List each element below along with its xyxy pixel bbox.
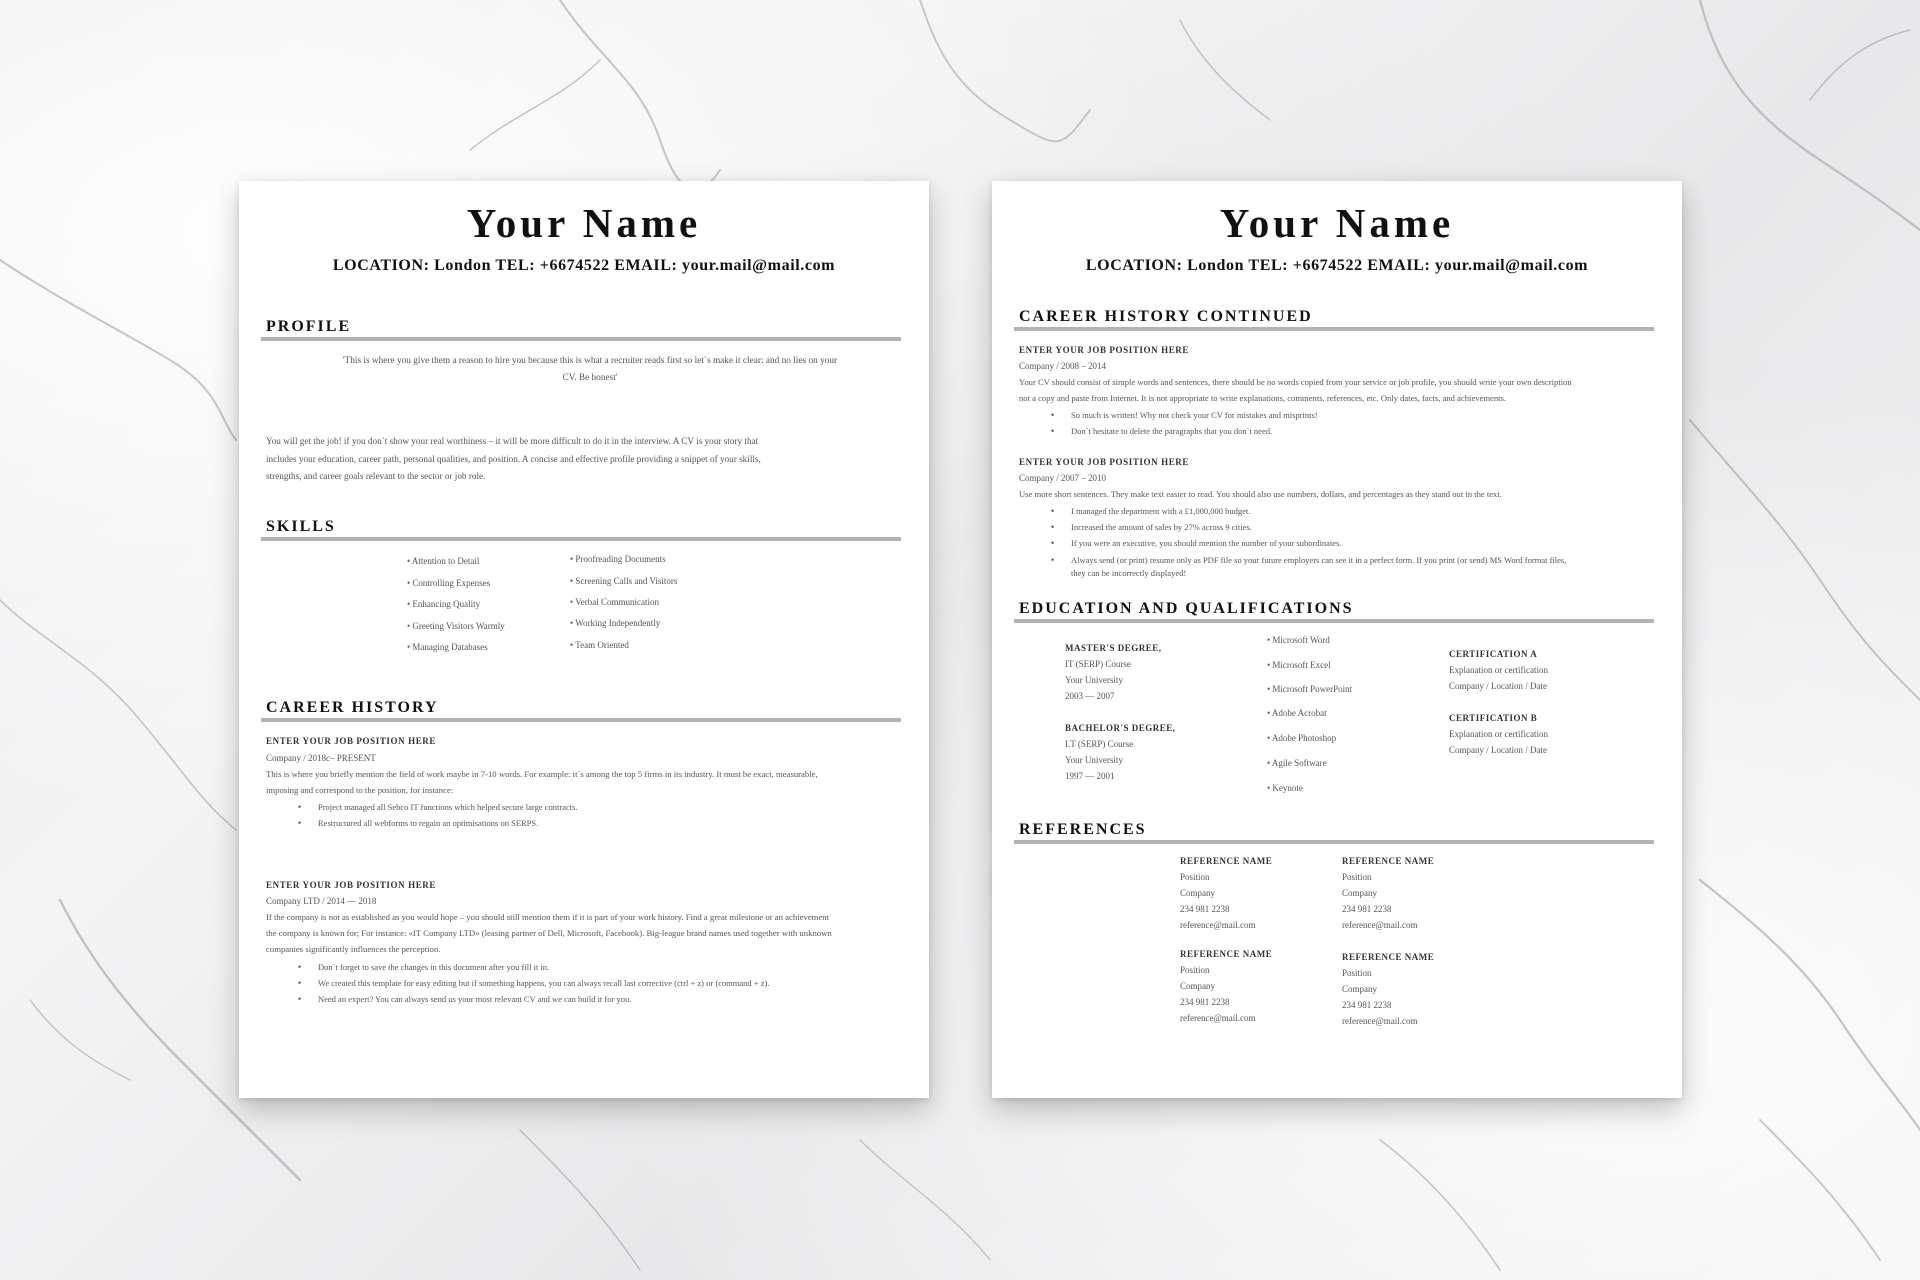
degree-years: 2003 — 2007 <box>1065 691 1115 701</box>
reference-company: Company <box>1342 984 1377 994</box>
section-rule <box>1014 619 1654 623</box>
reference-position: Position <box>1180 872 1210 882</box>
software-item: • Agile Software <box>1267 758 1327 768</box>
skill-item: • Enhancing Quality <box>407 599 481 609</box>
job-bullet: • So much is written! Why not check your CV for mistakes and misprints! <box>1071 407 1318 423</box>
job-bullet: • Restructured all webforms to regain an optimisations on SERPS. <box>318 815 578 831</box>
job-bullet-list <box>1071 407 1318 439</box>
skill-item: • Attention to Detail <box>407 556 480 566</box>
job-description-line: If the company is not as established as you would hope – you should still mention them if it is part of your work history. Find a great milestone or an achievement <box>266 912 830 922</box>
job-title: ENTER YOUR JOB POSITION HERE <box>1019 457 1189 467</box>
certification-line: Explanation or certification <box>1449 665 1548 675</box>
reference-email: reference@mail.com <box>1342 920 1418 930</box>
job-bullet: • Project managed all Sebco IT functions which helped secure large contracts. <box>318 799 578 815</box>
certification-title: CERTIFICATION A <box>1449 649 1538 659</box>
reference-phone: 234 981 2238 <box>1342 904 1392 914</box>
section-rule <box>1014 327 1654 331</box>
section-rule <box>261 537 901 541</box>
resume-page-2 <box>992 181 1682 1098</box>
skill-item: • Greeting Visitors Warmly <box>407 621 505 631</box>
reference-name: REFERENCE NAME <box>1342 856 1435 866</box>
job-title: ENTER YOUR JOB POSITION HERE <box>266 736 436 746</box>
degree-course: IT (SERP) Course <box>1065 659 1131 669</box>
reference-phone: 234 981 2238 <box>1180 997 1230 1007</box>
section-title-career-history: CAREER HISTORY <box>266 699 439 716</box>
reference-position: Position <box>1342 968 1372 978</box>
job-bullet-continuation: they can be incorrectly displayed! <box>1071 568 1187 578</box>
job-bullet: • Need an expert? You can always send us your most relevant CV and we can build it for you. <box>318 991 769 1007</box>
software-item: • Adobe Photoshop <box>1267 733 1337 743</box>
profile-quote-line: CV. Be honest' <box>562 373 618 383</box>
job-bullet-list <box>1071 503 1566 568</box>
software-item: • Microsoft Word <box>1267 635 1330 645</box>
job-description-line: companies significantly influences the perception. <box>266 944 441 954</box>
reference-position: Position <box>1342 872 1372 882</box>
certification-line: Explanation or certification <box>1449 729 1548 739</box>
software-item: • Microsoft PowerPoint <box>1267 684 1353 694</box>
degree-university: Your University <box>1065 755 1123 765</box>
job-bullet: • Always send (or print) resume only as PDF file so your future employers can see it in a perfect form. If you print (or send) MS Word format files, <box>1071 552 1566 568</box>
section-title-profile: PROFILE <box>266 318 352 335</box>
job-description-line: imposing and correspond to the position, for instance: <box>266 785 454 795</box>
skill-item: • Screening Calls and Visitors <box>570 576 678 586</box>
profile-quote-line: 'This is where you give them a reason to hire you because this is what a recruiter reads first so let`s make it clear: and no lies on your <box>342 356 838 366</box>
job-company: Company LTD / 2014 — 2018 <box>266 896 377 906</box>
reference-name: REFERENCE NAME <box>1180 856 1273 866</box>
software-item: • Keynote <box>1267 783 1303 793</box>
degree-title: BACHELOR'S DEGREE, <box>1065 723 1176 733</box>
certification-line: Company / Location / Date <box>1449 745 1547 755</box>
job-description-line: the company is known for; For instance: «IT Company LTD» (leasing partner of Dell, Microsoft, Facebook). Big-league brand names used together with unknown <box>266 928 832 938</box>
section-rule <box>261 718 901 722</box>
degree-years: 1997 — 2001 <box>1065 771 1115 781</box>
skill-item: • Proofreading Documents <box>570 554 666 564</box>
section-title-skills: SKILLS <box>266 518 336 535</box>
job-bullet-list <box>318 799 578 831</box>
degree-university: Your University <box>1065 675 1123 685</box>
reference-email: reference@mail.com <box>1180 1013 1256 1023</box>
reference-email: reference@mail.com <box>1180 920 1256 930</box>
reference-email: reference@mail.com <box>1342 1016 1418 1026</box>
software-item: • Adobe Acrobat <box>1267 708 1327 718</box>
job-bullet: • We created this template for easy editing but if something happens, you can always recall last corrective (ctrl + z) or (command + z). <box>318 975 769 991</box>
skill-item: • Working Independently <box>570 618 661 628</box>
degree-title: MASTER'S DEGREE, <box>1065 643 1162 653</box>
job-bullet: • If you were an executive, you should mention the number of your subordinates. <box>1071 535 1566 551</box>
job-bullet: • Don`t forget to save the changes in this document after you fill it in. <box>318 959 769 975</box>
job-description-line: not a copy and paste from Internet. It is not appropriate to write explanations, comments, references, etc. Only dates, facts, and achievements. <box>1019 393 1507 403</box>
reference-name: REFERENCE NAME <box>1342 952 1435 962</box>
job-description-line: Your CV should consist of simple words and sentences, there should be no words copied from your service or job profile, you should write your own description <box>1019 377 1572 387</box>
resume-name: Your Name <box>1219 200 1455 246</box>
job-description-line: Use more short sentences. They make text easier to read. You should also use numbers, dollars, and percentages as they stand out in the text. <box>1019 489 1502 499</box>
job-company: Company / 2018c– PRESENT <box>266 753 376 763</box>
certification-line: Company / Location / Date <box>1449 681 1547 691</box>
skill-item: • Team Oriented <box>570 640 629 650</box>
job-company: Company / 2007 – 2010 <box>1019 473 1106 483</box>
skill-item: • Verbal Communication <box>570 597 659 607</box>
skill-item: • Controlling Expenses <box>407 578 491 588</box>
profile-paragraph-line: includes your education, career path, personal qualities, and position. A concise and effective profile providing a snippet of your skills, <box>266 454 761 464</box>
profile-paragraph-line: strengths, and career goals relevant to the sector or job role. <box>266 471 486 481</box>
contact-line: LOCATION: London TEL: +6674522 EMAIL: your.mail@mail.com <box>1085 257 1589 274</box>
reference-company: Company <box>1342 888 1377 898</box>
degree-course: I.T (SERP) Course <box>1065 739 1134 749</box>
reference-phone: 234 981 2238 <box>1342 1000 1392 1010</box>
job-bullet-list <box>318 959 769 1008</box>
section-title-references: REFERENCES <box>1019 821 1147 838</box>
section-title-education: EDUCATION AND QUALIFICATIONS <box>1019 600 1354 617</box>
section-rule <box>261 337 901 341</box>
resume-page-1 <box>239 181 929 1098</box>
section-title-career-continued: CAREER HISTORY CONTINUED <box>1019 308 1313 325</box>
job-description-line: This is where you briefly mention the field of work maybe in 7-10 words. For example: it`s among the top 5 firms in its industry. It must be exact, measurable, <box>266 769 818 779</box>
software-item: • Microsoft Excel <box>1267 660 1331 670</box>
job-bullet: • Don`t hesitate to delete the paragraphs that you don`t need. <box>1071 423 1318 439</box>
reference-company: Company <box>1180 981 1215 991</box>
section-rule <box>1014 840 1654 844</box>
job-bullet: • I managed the department with a £1,000,000 budget. <box>1071 503 1566 519</box>
certification-title: CERTIFICATION B <box>1449 713 1538 723</box>
reference-phone: 234 981 2238 <box>1180 904 1230 914</box>
resume-name: Your Name <box>466 200 702 246</box>
skill-item: • Managing Databases <box>407 642 488 652</box>
reference-position: Position <box>1180 965 1210 975</box>
job-bullet: • Increased the amount of sales by 27% across 9 cities. <box>1071 519 1566 535</box>
contact-line: LOCATION: London TEL: +6674522 EMAIL: your.mail@mail.com <box>332 257 836 274</box>
job-title: ENTER YOUR JOB POSITION HERE <box>1019 345 1189 355</box>
job-title: ENTER YOUR JOB POSITION HERE <box>266 880 436 890</box>
reference-company: Company <box>1180 888 1215 898</box>
profile-paragraph-line: You will get the job! if you don`t show your real worthiness – it will be more difficult to do it in the interview. A CV is your story that <box>266 436 759 446</box>
reference-name: REFERENCE NAME <box>1180 949 1273 959</box>
job-company: Company / 2008 – 2014 <box>1019 361 1106 371</box>
